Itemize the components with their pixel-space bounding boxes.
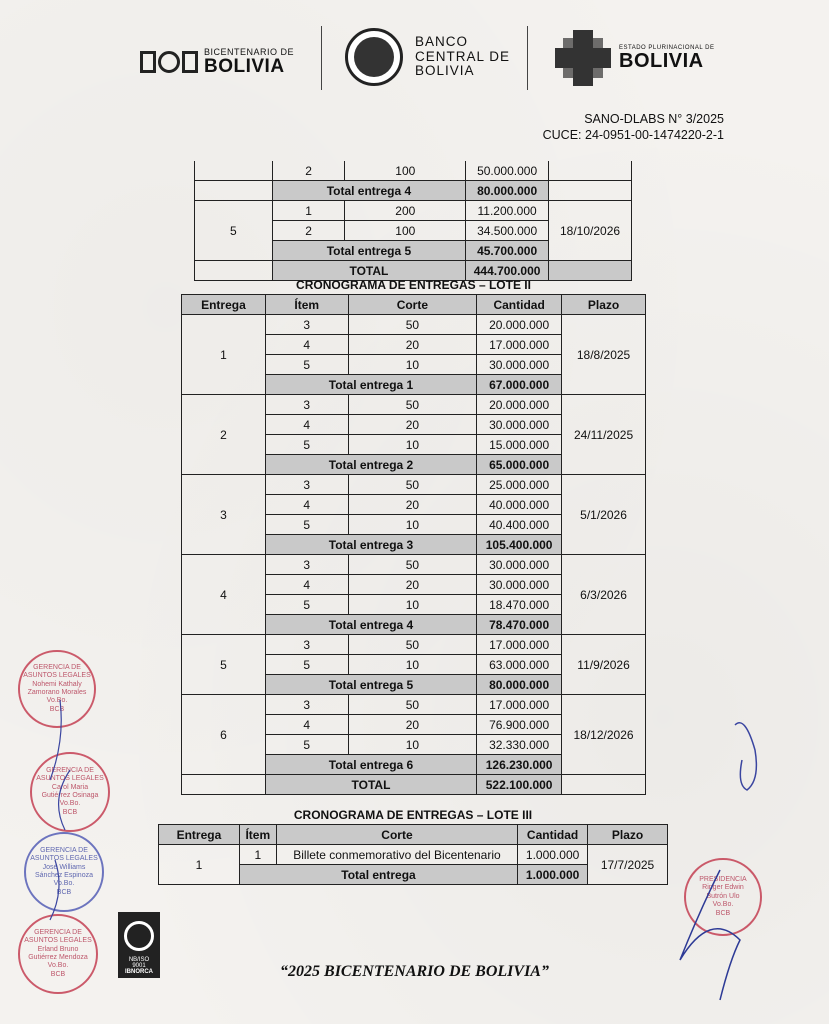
stamp-text: Butrón Ulo	[706, 892, 740, 900]
corte-cell: 10	[348, 515, 477, 535]
grand-total-label: TOTAL	[272, 261, 465, 281]
bank-name-line2: CENTRAL DE	[415, 48, 511, 64]
corte-cell: 20	[348, 415, 477, 435]
reference-number: SANO-DLABS N° 3/2025	[584, 112, 724, 126]
stamp-text: José Williams	[42, 863, 86, 871]
item-cell: 3	[265, 315, 348, 335]
lote3-title: CRONOGRAMA DE ENTREGAS – LOTE III	[293, 808, 533, 822]
stamp-text: Carol Maria	[51, 783, 89, 791]
item-cell: 3	[265, 475, 348, 495]
column-header: Corte	[348, 295, 477, 315]
stamp-text: BCB	[56, 888, 72, 896]
item-cell: 5	[265, 355, 348, 375]
stamp-text: Erland Bruno	[37, 945, 79, 953]
stamp-text: Vo.Bo.	[47, 962, 69, 970]
cantidad-cell: 20.000.000	[477, 315, 562, 335]
item-cell: 4	[265, 415, 348, 435]
stamp-text: PRESIDENCIA	[699, 876, 747, 884]
total-label-cell: Total entrega 4	[272, 181, 465, 201]
total-label-cell: Total entrega 3	[265, 535, 476, 555]
grand-total-label: TOTAL	[265, 775, 476, 795]
total-value-cell: 1.000.000	[518, 865, 588, 885]
entrega-cell: 5	[182, 635, 266, 695]
item-cell: 1	[239, 845, 276, 865]
total-label-cell: Total entrega 4	[265, 615, 476, 635]
corte-cell: 200	[345, 201, 466, 221]
item-cell: 4	[265, 335, 348, 355]
item-cell: 4	[265, 715, 348, 735]
corte-cell: 100	[345, 221, 466, 241]
item-cell: 3	[265, 555, 348, 575]
bicentenario-big-text: BOLIVIA	[204, 56, 285, 77]
corte-cell: 20	[348, 715, 477, 735]
entrega-cell: 3	[182, 475, 266, 555]
plazo-cell: 17/7/2025	[588, 845, 668, 885]
corte-cell: 100	[345, 161, 466, 181]
stamp-text: Zamorano Morales	[27, 689, 87, 696]
corte-cell: 50	[348, 315, 477, 335]
check-icon	[124, 921, 154, 951]
column-header: Ítem	[239, 825, 276, 845]
item-cell: 3	[265, 635, 348, 655]
stamp-text: Vo.Bo.	[46, 697, 68, 705]
cantidad-cell: 40.400.000	[477, 515, 562, 535]
cantidad-cell: 50.000.000	[466, 161, 549, 181]
estado-small-text: ESTADO PLURINACIONAL DE	[619, 45, 715, 51]
column-header: Entrega	[182, 295, 266, 315]
corte-cell: 10	[348, 355, 477, 375]
entrega-cell: 1	[182, 315, 266, 395]
bank-name-line3: BOLIVIA	[415, 63, 475, 79]
plazo-cell: 6/3/2026	[562, 555, 646, 635]
stamp-text: BCB	[49, 705, 65, 713]
total-value-cell: 105.400.000	[477, 535, 562, 555]
cantidad-cell: 1.000.000	[518, 845, 588, 865]
cantidad-cell: 34.500.000	[466, 221, 549, 241]
corte-cell: 10	[348, 595, 477, 615]
corte-cell: 50	[348, 635, 477, 655]
stamp-text: Vo.Bo.	[712, 901, 734, 909]
total-value-cell: 80.000.000	[466, 181, 549, 201]
bicentenario-small-text: BICENTENARIO DE	[204, 47, 295, 57]
entrega-cell: 5	[195, 201, 273, 261]
item-cell: 5	[265, 435, 348, 455]
cantidad-cell: 20.000.000	[477, 395, 562, 415]
column-header: Plazo	[588, 825, 668, 845]
corte-cell: 50	[348, 475, 477, 495]
entrega-cell: 4	[182, 555, 266, 635]
cantidad-cell: 76.900.000	[477, 715, 562, 735]
ibnorca-text: IBNORCA	[125, 969, 153, 975]
stamp-text: Sánchez Espinoza	[35, 872, 93, 879]
total-label-cell: Total entrega	[239, 865, 517, 885]
cantidad-cell: 30.000.000	[477, 415, 562, 435]
cantidad-cell: 40.000.000	[477, 495, 562, 515]
ibnorca-text: NB/ISO	[128, 957, 150, 963]
signature-stroke	[50, 700, 70, 920]
stamp-text: GERENCIA DE ASUNTOS LEGALES	[23, 663, 91, 680]
total-value-cell: 78.470.000	[477, 615, 562, 635]
stamp-text: Vo.Bo.	[53, 880, 75, 888]
stamp-text: Vo.Bo.	[59, 800, 81, 808]
plazo-cell: 18/12/2026	[562, 695, 646, 775]
item-cell: 5	[265, 515, 348, 535]
cantidad-cell: 18.470.000	[477, 595, 562, 615]
item-cell: 5	[265, 735, 348, 755]
entrega-cell: 2	[182, 395, 266, 475]
corte-cell: 10	[348, 435, 477, 455]
column-header: Ítem	[265, 295, 348, 315]
signature-stroke	[735, 723, 756, 790]
total-value-cell: 65.000.000	[477, 455, 562, 475]
grand-total-value: 522.100.000	[477, 775, 562, 795]
cantidad-cell: 17.000.000	[477, 635, 562, 655]
cantidad-cell: 17.000.000	[477, 335, 562, 355]
stamp-text: BCB	[715, 909, 731, 917]
item-cell: 4	[265, 575, 348, 595]
cantidad-cell: 30.000.000	[477, 575, 562, 595]
cuce-code: CUCE: 24-0951-00-1474220-2-1	[542, 128, 724, 142]
corte-cell: Billete conmemorativo del Bicentenario	[276, 845, 517, 865]
plazo-cell: 11/9/2026	[562, 635, 646, 695]
total-label-cell: Total entrega 6	[265, 755, 476, 775]
column-header: Plazo	[562, 295, 646, 315]
item-cell: 5	[265, 655, 348, 675]
corte-cell: 20	[348, 575, 477, 595]
cantidad-cell: 30.000.000	[477, 355, 562, 375]
lote2-title: CRONOGRAMA DE ENTREGAS – LOTE II	[296, 278, 531, 292]
item-cell: 3	[265, 695, 348, 715]
stamp-text: Nohemi Kathaly	[32, 680, 82, 688]
corte-cell: 50	[348, 695, 477, 715]
total-value-cell: 80.000.000	[477, 675, 562, 695]
item-cell: 1	[272, 201, 345, 221]
plazo-cell: 24/11/2025	[562, 395, 646, 475]
entrega-cell: 1	[159, 845, 240, 885]
stamp-text: BCB	[50, 970, 66, 978]
stamp-text: Gutiérrez Mendoza	[28, 954, 88, 961]
corte-cell: 50	[348, 395, 477, 415]
entrega-cell: 6	[182, 695, 266, 775]
corte-cell: 10	[348, 655, 477, 675]
column-header: Corte	[276, 825, 517, 845]
item-cell: 5	[265, 595, 348, 615]
bank-name-line1: BANCO	[415, 33, 469, 49]
cantidad-cell: 63.000.000	[477, 655, 562, 675]
total-label-cell: Total entrega 2	[265, 455, 476, 475]
cantidad-cell: 32.330.000	[477, 735, 562, 755]
stamp-text: GERENCIA DE ASUNTOS LEGALES	[24, 928, 92, 945]
cantidad-cell: 15.000.000	[477, 435, 562, 455]
total-label-cell: Total entrega 1	[265, 375, 476, 395]
estado-big-text: BOLIVIA	[619, 50, 704, 72]
plazo-cell: 5/1/2026	[562, 475, 646, 555]
total-label-cell: Total entrega 5	[265, 675, 476, 695]
corte-cell: 50	[348, 555, 477, 575]
plazo-cell: 18/10/2026	[549, 201, 632, 261]
corte-cell: 20	[348, 335, 477, 355]
item-cell: 2	[272, 221, 345, 241]
column-header: Entrega	[159, 825, 240, 845]
column-header: Cantidad	[518, 825, 588, 845]
total-value-cell: 126.230.000	[477, 755, 562, 775]
ibnorca-text: 9001	[132, 963, 146, 969]
plazo-cell: 18/8/2025	[562, 315, 646, 395]
total-value-cell: 67.000.000	[477, 375, 562, 395]
item-cell: 3	[265, 395, 348, 415]
total-label-cell: Total entrega 5	[272, 241, 465, 261]
stamp-text: GERENCIA DE ASUNTOS LEGALES	[36, 766, 104, 783]
stamp-text: Ringer Edwin	[702, 884, 744, 892]
cantidad-cell: 17.000.000	[477, 695, 562, 715]
corte-cell: 20	[348, 495, 477, 515]
stamp-text: Gutiérrez Osinaga	[41, 792, 99, 799]
cantidad-cell: 25.000.000	[477, 475, 562, 495]
item-cell: 2	[272, 161, 345, 181]
grand-total-value: 444.700.000	[466, 261, 549, 281]
cantidad-cell: 30.000.000	[477, 555, 562, 575]
cantidad-cell: 11.200.000	[466, 201, 549, 221]
footer-motto: “2025 BICENTENARIO DE BOLIVIA”	[280, 963, 549, 980]
item-cell: 4	[265, 495, 348, 515]
total-value-cell: 45.700.000	[466, 241, 549, 261]
corte-cell: 10	[348, 735, 477, 755]
stamp-text: GERENCIA DE ASUNTOS LEGALES	[30, 846, 98, 863]
column-header: Cantidad	[477, 295, 562, 315]
stamp-text: BCB	[62, 808, 78, 816]
